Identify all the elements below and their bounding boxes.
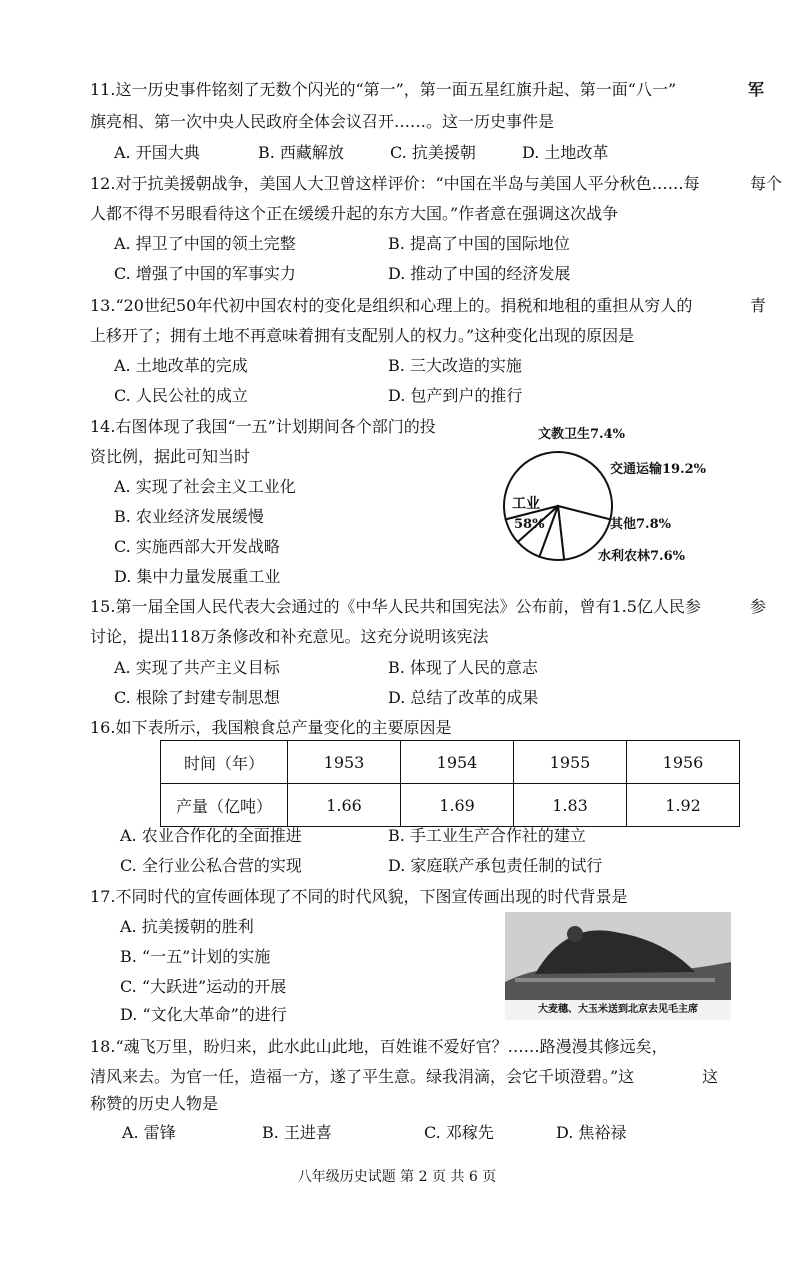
table-cell: 1.66	[288, 784, 401, 827]
q12-option-c[interactable]: C. 增强了中国的军事实力	[114, 264, 296, 283]
grain-production-table	[160, 740, 740, 827]
q17-option-b[interactable]: B. “一五”计划的实施	[120, 947, 271, 966]
pie-label-industry: 工业	[512, 496, 540, 512]
q18-option-c[interactable]: C. 邓稼先	[424, 1123, 494, 1142]
table-cell: 产量（亿吨）	[161, 784, 288, 827]
question-17-line-1: 17.不同时代的宣传画体现了不同的时代风貌，下图宣传画出现的时代背景是	[90, 887, 628, 906]
q13-option-b[interactable]: B. 三大改造的实施	[388, 356, 522, 375]
table-cell: 时间（年）	[161, 741, 288, 784]
q12-option-b[interactable]: B. 提高了中国的国际地位	[388, 234, 570, 253]
pie-label-water: 水利农林7.6%	[598, 549, 685, 564]
q18-option-d[interactable]: D. 焦裕禄	[556, 1123, 627, 1142]
pie-label-other: 其他7.8%	[610, 517, 671, 532]
table-row	[161, 741, 740, 784]
pie-label-industry-pct: 58%	[514, 517, 545, 532]
q12-option-d[interactable]: D. 推动了中国的经济发展	[388, 264, 571, 283]
question-13-line-1: 13.“20世纪50年代初中国农村的变化是组织和心理上的。捐税和地租的重担从穷人的	[90, 296, 693, 315]
question-15-line-2: 讨论，提出118万条修改和补充意见。这充分说明该宪法	[90, 627, 489, 646]
propaganda-poster-image	[505, 912, 731, 1020]
edge-fragment: 这	[702, 1067, 719, 1086]
q18-option-b[interactable]: B. 王进喜	[262, 1123, 332, 1142]
question-12-line-1: 12.对于抗美援朝战争，美国人大卫曾这样评价：“中国在半岛与美国人平分秋色……每	[90, 174, 700, 193]
investment-pie-chart	[500, 418, 746, 588]
q15-option-a[interactable]: A. 实现了共产主义目标	[114, 658, 280, 677]
question-15-line-1: 15.第一届全国人民代表大会通过的《中华人民共和国宪法》公布前，曾有1.5亿人民参	[90, 597, 701, 616]
q15-option-c[interactable]: C. 根除了封建专制思想	[114, 688, 280, 707]
table-cell: 1954	[401, 741, 514, 784]
table-cell: 1953	[288, 741, 401, 784]
question-11-line-1: 11.这一历史事件铭刻了无数个闪光的“第一”，第一面五星红旗升起、第一面“八一”	[90, 80, 677, 99]
edge-fragment: 参	[750, 597, 767, 616]
table-cell: 1956	[627, 741, 740, 784]
q11-option-d[interactable]: D. 土地改革	[522, 143, 609, 162]
table-cell: 1955	[514, 741, 627, 784]
poster-artwork	[505, 912, 731, 1002]
question-18-line-2: 清风来去。为官一任，造福一方，遂了平生意。绿我涓滴，会它千顷澄碧。”这	[90, 1067, 635, 1086]
q11-option-b[interactable]: B. 西藏解放	[258, 143, 344, 162]
q11-option-c[interactable]: C. 抗美援朝	[390, 143, 476, 162]
q12-option-a[interactable]: A. 捍卫了中国的领土完整	[114, 234, 296, 253]
q17-option-d[interactable]: D. “文化大革命”的进行	[120, 1005, 287, 1024]
edge-fragment: 青	[750, 296, 767, 315]
q16-option-d[interactable]: D. 家庭联产承包责任制的试行	[388, 856, 603, 875]
q13-option-d[interactable]: D. 包产到户的推行	[388, 386, 523, 405]
q16-option-c[interactable]: C. 全行业公私合营的实现	[120, 856, 302, 875]
table-cell: 1.69	[401, 784, 514, 827]
q16-option-b[interactable]: B. 手工业生产合作社的建立	[388, 826, 586, 845]
q16-option-a[interactable]: A. 农业合作化的全面推进	[120, 826, 302, 845]
page-footer: 八年级历史试题 第 2 页 共 6 页	[297, 1169, 497, 1185]
q11-option-a[interactable]: A. 开国大典	[114, 143, 200, 162]
question-11-line-2: 旗亮相、第一次中央人民政府全体会议召开……。这一历史事件是	[90, 112, 555, 131]
question-14-line-2: 资比例，据此可知当时	[90, 447, 251, 466]
question-14-line-1: 14.右图体现了我国“一五”计划期间各个部门的投	[90, 417, 436, 436]
q13-option-c[interactable]: C. 人民公社的成立	[114, 386, 248, 405]
poster-caption: 大麦穗、大玉米送到北京去见毛主席	[505, 1000, 731, 1020]
question-13-line-2: 上移开了；拥有土地不再意味着拥有支配别人的权力。”这种变化出现的原因是	[90, 326, 635, 345]
q14-option-c[interactable]: C. 实施西部大开发战略	[114, 537, 280, 556]
table-row	[161, 784, 740, 827]
pie-label-culture: 文教卫生7.4%	[538, 427, 625, 442]
question-12-line-2: 人都不得不另眼看待这个正在缓缓升起的东方大国。”作者意在强调这次战争	[90, 204, 619, 223]
q14-option-d[interactable]: D. 集中力量发展重工业	[114, 567, 281, 586]
question-18-line-3: 称赞的历史人物是	[90, 1094, 219, 1113]
question-16-line-1: 16.如下表所示，我国粮食总产量变化的主要原因是	[90, 718, 452, 737]
q17-option-a[interactable]: A. 抗美援朝的胜利	[120, 917, 254, 936]
question-18-line-1: 18.“魂飞万里，盼归来，此水此山此地，百姓谁不爱好官？……路漫漫其修远矣，	[90, 1037, 668, 1056]
pie-label-transport: 交通运输19.2%	[610, 462, 707, 477]
q14-option-b[interactable]: B. 农业经济发展缓慢	[114, 507, 264, 526]
edge-fragment: 军	[748, 80, 765, 99]
q13-option-a[interactable]: A. 土地改革的完成	[114, 356, 248, 375]
table-cell: 1.83	[514, 784, 627, 827]
q17-option-c[interactable]: C. “大跃进”运动的开展	[120, 977, 287, 996]
q14-option-a[interactable]: A. 实现了社会主义工业化	[114, 477, 296, 496]
q18-option-a[interactable]: A. 雷锋	[122, 1123, 176, 1142]
table-cell: 1.92	[627, 784, 740, 827]
q15-option-d[interactable]: D. 总结了改革的成果	[388, 688, 539, 707]
edge-fragment: 每个	[750, 174, 783, 193]
q15-option-b[interactable]: B. 体现了人民的意志	[388, 658, 538, 677]
